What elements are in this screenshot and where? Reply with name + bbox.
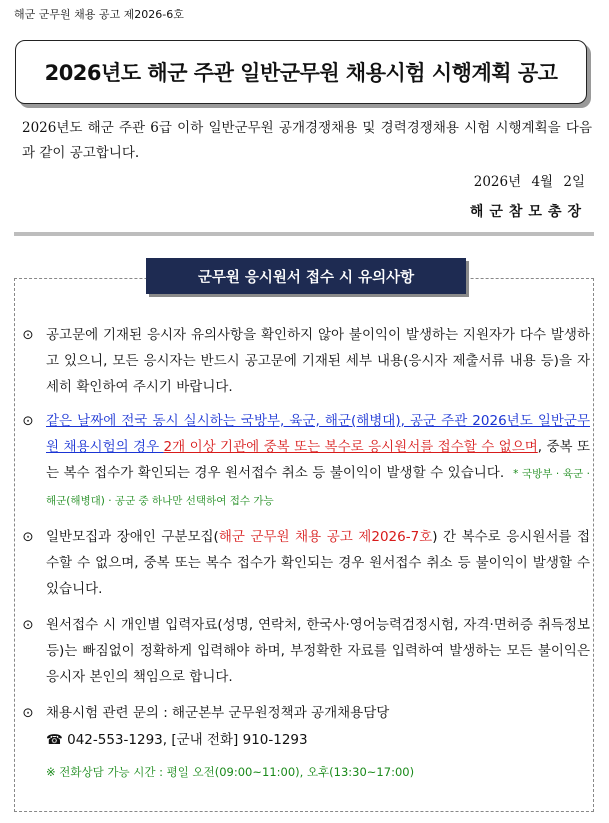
item-2-note: * 국방부 · 육군 · 해군(해병대) · 공군 중 하나만 선택하여 접수 가능 xyxy=(46,468,590,507)
bullet-icon: ⊙ xyxy=(22,705,34,721)
notice-date: 2026년 4월 2일 xyxy=(473,174,585,190)
notice-item-text xyxy=(46,408,590,514)
contact-phone: ☎ 042-553-1293, [군내 전화] 910-1293 xyxy=(46,732,308,748)
page-title: 2026년도 해군 주관 일반군무원 채용시험 시행계획 공고 xyxy=(44,61,558,85)
item-2-blue-text: 같은 날짜에 전국 동시 실시하는 국방부, 육군, 해군(해병대), 공군 주관 2026년도 일반군무원 채용시험의 경우 xyxy=(46,413,590,455)
notice-item-text: 공고문에 기재된 응시자 유의사항을 확인하지 않아 불이익이 발생하는 지원자가 다수 발생하고 있으니, 모든 응시자는 반드시 공고문에 기재된 세부 내용(응시자 제출서류 내용 등)을 자세히 확인하여 주시기 바랍니다. xyxy=(46,327,590,395)
divider xyxy=(14,232,594,236)
notice-item-4 xyxy=(20,612,590,690)
item-3-red-text: 해군 군무원 채용 공고 제2026-7호 xyxy=(218,529,433,545)
item-2-text: , 중복 또는 복수 접수가 확인되는 경우 원서접수 취소 등 불이익이 발생할 수 있습니다. xyxy=(46,439,590,481)
notice-item-text xyxy=(46,524,590,602)
item-2-red-text: 2개 이상 기관에 중복 또는 복수로 응시원서를 접수할 수 없으며 xyxy=(163,439,538,455)
item-3-text-b: ) 간 복수로 응시원서를 접수할 수 없으며, 중복 또는 복수 접수가 확인되는 경우 원서접수 취소 등 불이익이 발생할 수 있습니다. xyxy=(46,529,591,597)
notice-item-1 xyxy=(20,322,590,400)
title-box xyxy=(15,40,587,104)
notice-item-2 xyxy=(20,408,590,514)
item-3-text-a: 일반모집과 장애인 구분모집( xyxy=(46,529,219,545)
bullet-icon: ⊙ xyxy=(22,327,34,343)
notice-item-text: 원서접수 시 개인별 입력자료(성명, 연락처, 한국사·영어능력검정시험, 자격·면허증 취득정보 등)는 빠짐없이 정확하게 입력해야 하며, 부정확한 자료를 입력하여 발생하는 모든 불이익은 응시자 본인의 책임으로 합니다. xyxy=(46,617,590,685)
bullet-icon: ⊙ xyxy=(22,529,34,545)
section-header xyxy=(146,258,466,294)
bullet-icon: ⊙ xyxy=(22,413,34,429)
intro-paragraph: 2026년도 해군 주관 6급 이하 일반군무원 공개경쟁채용 및 경력경쟁채용 시험 시행계획을 다음과 같이 공고합니다. xyxy=(22,120,592,161)
phone-hours: ※ 전화상담 가능 시간 : 평일 오전(09:00~11:00), 오후(13:30~17:00) xyxy=(46,765,415,779)
notice-item-5 xyxy=(20,700,590,726)
notice-item-3 xyxy=(20,524,590,602)
bullet-icon: ⊙ xyxy=(22,617,34,633)
section-header-label: 군무원 응시원서 접수 시 유의사항 xyxy=(197,269,415,286)
notice-number: 해군 군무원 채용 공고 제2026-6호 xyxy=(14,8,184,21)
issuing-organization: 해군참모총장 xyxy=(469,204,587,220)
notice-item-text: 채용시험 관련 문의 : 해군본부 군무원정책과 공개채용담당 xyxy=(46,705,390,721)
